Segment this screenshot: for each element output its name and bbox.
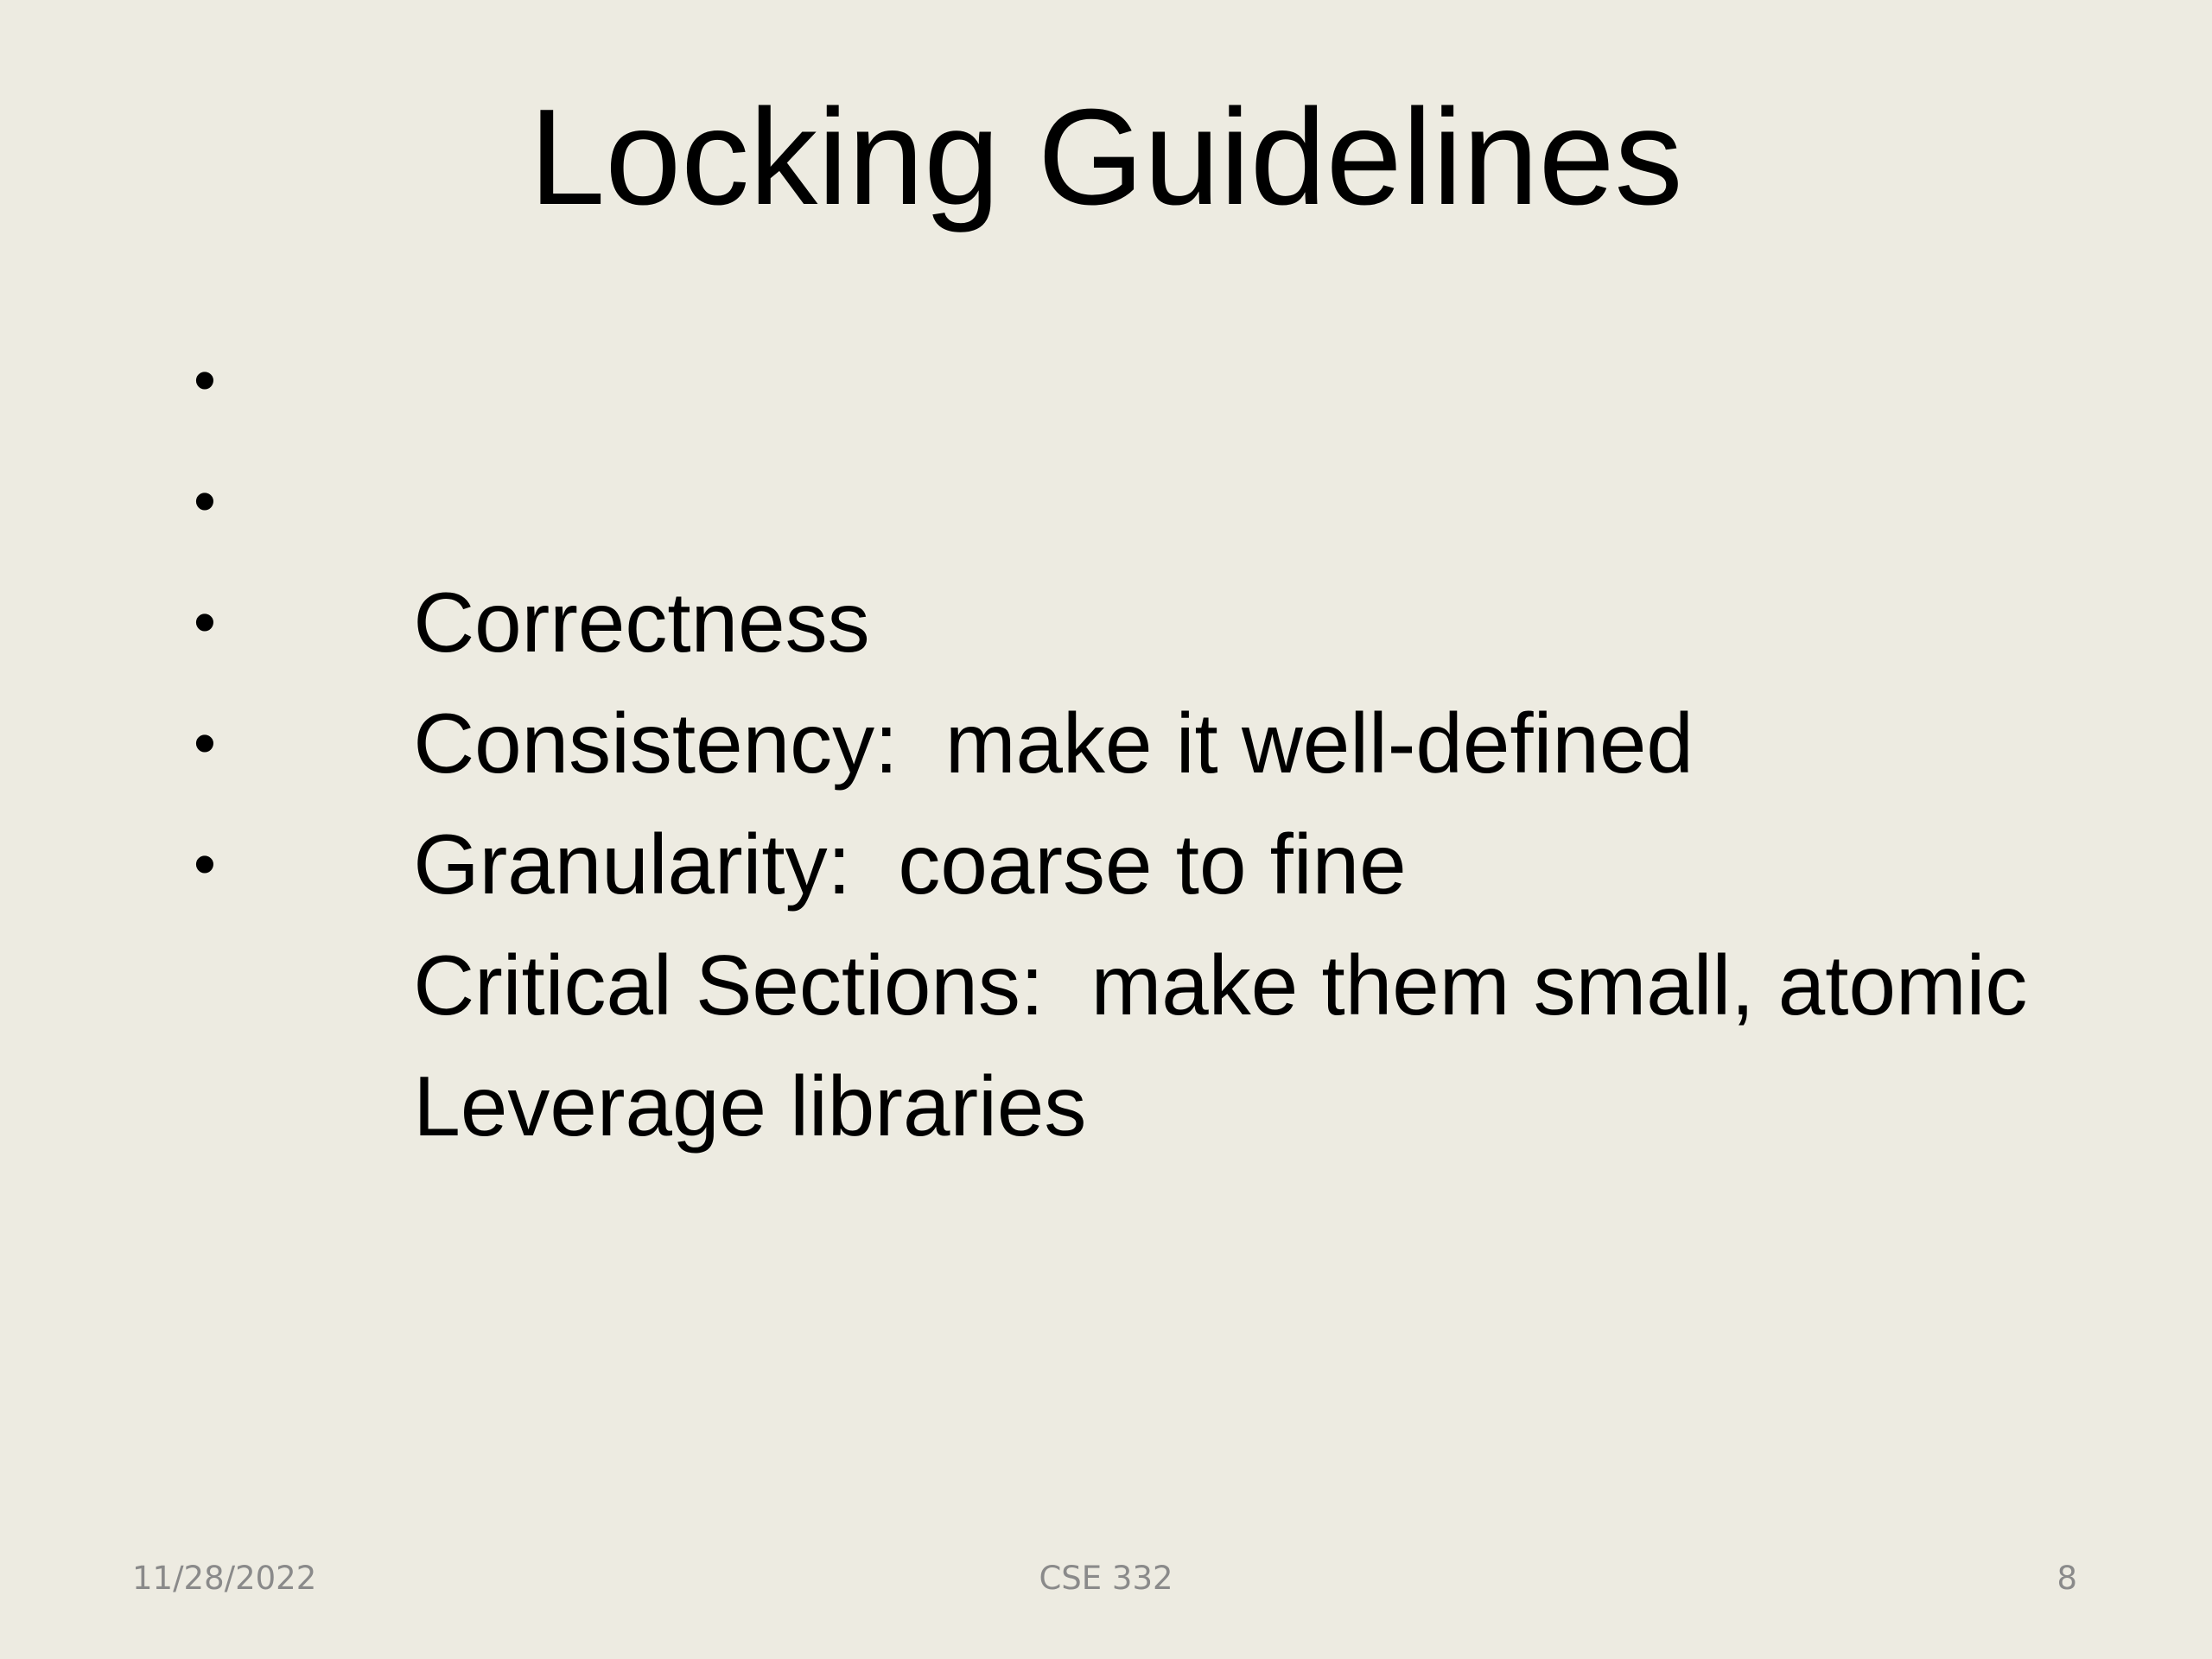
slide-title: Locking Guidelines [529, 81, 1683, 233]
footer-date: 11/28/2022 [132, 1560, 317, 1597]
bullet-icon: • [194, 586, 216, 658]
bullet-text: Leverage libraries [413, 1058, 1087, 1154]
bullet-icon: • [194, 828, 216, 899]
bullet-list [183, 320, 2028, 1154]
bullet-item [183, 320, 2027, 670]
bullet-icon: • [194, 465, 216, 537]
bullet-text: Critical Sections: make them small, atomic [413, 938, 2028, 1033]
bullet-icon: • [194, 344, 216, 416]
bullet-icon: • [194, 707, 216, 779]
bullet-text: Granularity: coarse to fine [413, 817, 1407, 912]
footer-course: CSE 332 [1039, 1560, 1173, 1597]
footer-page-number: 8 [2056, 1560, 2077, 1597]
bullet-text: Consistency: make it well-defined [413, 696, 1694, 791]
bullet-text: Correctness [413, 575, 870, 670]
